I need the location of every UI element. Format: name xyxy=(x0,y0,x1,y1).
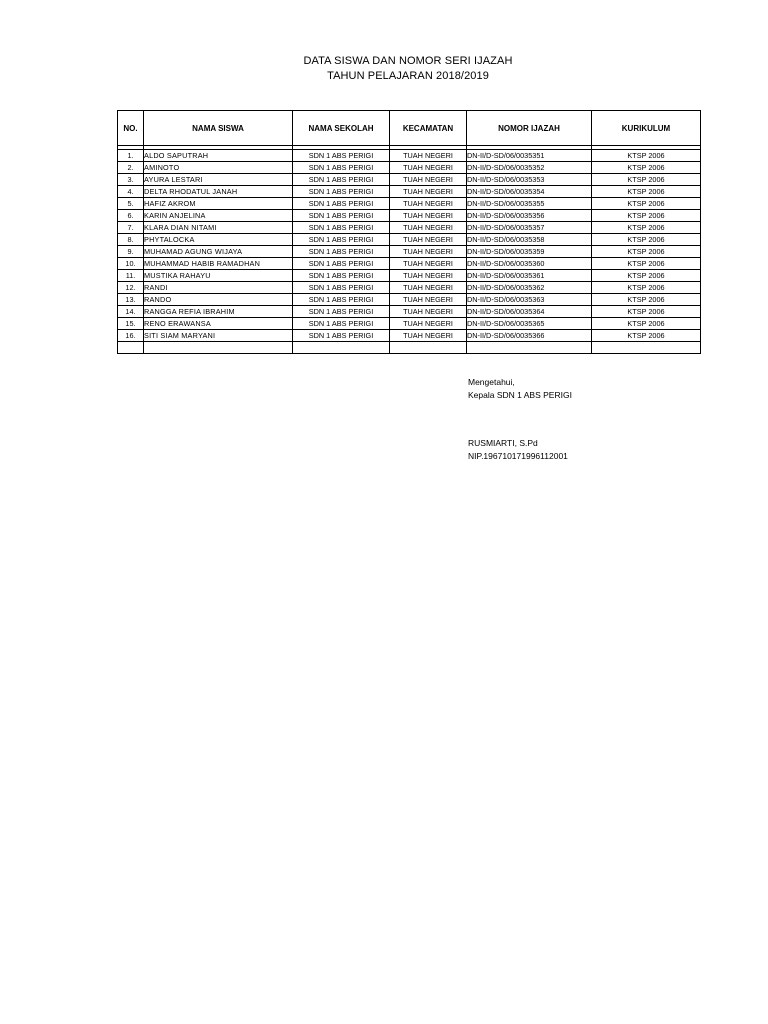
student-name-cell: AYURA LESTARI xyxy=(144,174,293,186)
table-row xyxy=(118,246,701,258)
student-name-cell: MUSTIKA RAHAYU xyxy=(144,270,293,282)
district-name-cell: TUAH NEGERI xyxy=(390,258,467,270)
row-number-cell: 9. xyxy=(118,246,144,258)
school-name-cell: SDN 1 ABS PERIGI xyxy=(293,270,390,282)
ijazah-number-cell: DN-II/D-SD/06/0035355 xyxy=(467,198,592,210)
ijazah-number-cell: DN-II/D-SD/06/0035360 xyxy=(467,258,592,270)
table-row xyxy=(118,150,701,162)
document-title: DATA SISWA DAN NOMOR SERI IJAZAH xyxy=(303,55,513,67)
curriculum-cell: KTSP 2006 xyxy=(592,306,701,318)
curriculum-cell: KTSP 2006 xyxy=(592,294,701,306)
table-cell xyxy=(293,342,390,354)
table-row xyxy=(118,198,701,210)
district-name-cell: TUAH NEGERI xyxy=(390,318,467,330)
row-number-cell: 5. xyxy=(118,198,144,210)
column-header-name: NAMA SISWA xyxy=(144,111,293,146)
student-name-cell: PHYTALOCKA xyxy=(144,234,293,246)
column-header-district: KECAMATAN xyxy=(390,111,467,146)
ijazah-number-cell: DN-II/D-SD/06/0035353 xyxy=(467,174,592,186)
student-name-cell: HAFIZ AKROM xyxy=(144,198,293,210)
row-number-cell: 6. xyxy=(118,210,144,222)
table-row xyxy=(118,270,701,282)
curriculum-cell: KTSP 2006 xyxy=(592,222,701,234)
table-row xyxy=(118,306,701,318)
row-number-cell: 13. xyxy=(118,294,144,306)
student-name-cell: SITI SIAM MARYANI xyxy=(144,330,293,342)
school-name-cell: SDN 1 ABS PERIGI xyxy=(293,150,390,162)
column-header-curriculum: KURIKULUM xyxy=(592,111,701,146)
table-cell xyxy=(144,342,293,354)
table-header-row xyxy=(118,111,701,146)
student-name-cell: KARIN ANJELINA xyxy=(144,210,293,222)
student-table xyxy=(117,110,701,354)
school-name-cell: SDN 1 ABS PERIGI xyxy=(293,330,390,342)
curriculum-cell: KTSP 2006 xyxy=(592,162,701,174)
table-row xyxy=(118,330,701,342)
ijazah-number-cell: DN-II/D-SD/06/0035364 xyxy=(467,306,592,318)
table-cell xyxy=(592,342,701,354)
ijazah-number-cell: DN-II/D-SD/06/0035357 xyxy=(467,222,592,234)
student-name-cell: RANGGA REFIA IBRAHIM xyxy=(144,306,293,318)
school-name-cell: SDN 1 ABS PERIGI xyxy=(293,294,390,306)
curriculum-cell: KTSP 2006 xyxy=(592,318,701,330)
school-name-cell: SDN 1 ABS PERIGI xyxy=(293,318,390,330)
curriculum-cell: KTSP 2006 xyxy=(592,282,701,294)
curriculum-cell: KTSP 2006 xyxy=(592,150,701,162)
student-name-cell: RENO ERAWANSA xyxy=(144,318,293,330)
curriculum-cell: KTSP 2006 xyxy=(592,210,701,222)
row-number-cell: 10. xyxy=(118,258,144,270)
student-name-cell: MUHAMMAD HABIB RAMADHAN xyxy=(144,258,293,270)
student-name-cell: AMINOTO xyxy=(144,162,293,174)
district-name-cell: TUAH NEGERI xyxy=(390,210,467,222)
signature-nip: NIP.196710171996112001 xyxy=(468,451,568,461)
ijazah-number-cell: DN-II/D-SD/06/0035366 xyxy=(467,330,592,342)
school-name-cell: SDN 1 ABS PERIGI xyxy=(293,246,390,258)
school-name-cell: SDN 1 ABS PERIGI xyxy=(293,222,390,234)
ijazah-number-cell: DN-II/D-SD/06/0035363 xyxy=(467,294,592,306)
row-number-cell: 8. xyxy=(118,234,144,246)
school-name-cell: SDN 1 ABS PERIGI xyxy=(293,306,390,318)
district-name-cell: TUAH NEGERI xyxy=(390,270,467,282)
curriculum-cell: KTSP 2006 xyxy=(592,330,701,342)
row-number-cell: 15. xyxy=(118,318,144,330)
ijazah-number-cell: DN-II/D-SD/06/0035365 xyxy=(467,318,592,330)
district-name-cell: TUAH NEGERI xyxy=(390,198,467,210)
district-name-cell: TUAH NEGERI xyxy=(390,282,467,294)
curriculum-cell: KTSP 2006 xyxy=(592,258,701,270)
student-name-cell: RANDI xyxy=(144,282,293,294)
signature-acknowledged: Mengetahui, xyxy=(468,377,515,387)
curriculum-cell: KTSP 2006 xyxy=(592,270,701,282)
school-name-cell: SDN 1 ABS PERIGI xyxy=(293,186,390,198)
column-header-school: NAMA SEKOLAH xyxy=(293,111,390,146)
student-name-cell: KLARA DIAN NITAMI xyxy=(144,222,293,234)
district-name-cell: TUAH NEGERI xyxy=(390,306,467,318)
ijazah-number-cell: DN-II/D-SD/06/0035358 xyxy=(467,234,592,246)
table-row xyxy=(118,258,701,270)
table-row xyxy=(118,294,701,306)
table-row xyxy=(118,162,701,174)
curriculum-cell: KTSP 2006 xyxy=(592,198,701,210)
district-name-cell: TUAH NEGERI xyxy=(390,246,467,258)
ijazah-number-cell: DN-II/D-SD/06/0035359 xyxy=(467,246,592,258)
row-number-cell: 11. xyxy=(118,270,144,282)
table-body xyxy=(118,146,701,354)
table-cell xyxy=(118,342,144,354)
table-row xyxy=(118,234,701,246)
ijazah-number-cell: DN-II/D-SD/06/0035362 xyxy=(467,282,592,294)
row-number-cell: 4. xyxy=(118,186,144,198)
district-name-cell: TUAH NEGERI xyxy=(390,294,467,306)
table-cell xyxy=(390,342,467,354)
student-name-cell: RANDO xyxy=(144,294,293,306)
school-name-cell: SDN 1 ABS PERIGI xyxy=(293,282,390,294)
row-number-cell: 12. xyxy=(118,282,144,294)
curriculum-cell: KTSP 2006 xyxy=(592,174,701,186)
row-number-cell: 14. xyxy=(118,306,144,318)
table-row xyxy=(118,210,701,222)
student-name-cell: ALDO SAPUTRAH xyxy=(144,150,293,162)
table-cell xyxy=(467,342,592,354)
table-empty-row xyxy=(118,342,701,354)
curriculum-cell: KTSP 2006 xyxy=(592,246,701,258)
curriculum-cell: KTSP 2006 xyxy=(592,186,701,198)
table-row xyxy=(118,282,701,294)
document-subtitle: TAHUN PELAJARAN 2018/2019 xyxy=(327,70,489,82)
ijazah-number-cell: DN-II/D-SD/06/0035352 xyxy=(467,162,592,174)
curriculum-cell: KTSP 2006 xyxy=(592,234,701,246)
district-name-cell: TUAH NEGERI xyxy=(390,162,467,174)
table-row xyxy=(118,186,701,198)
row-number-cell: 7. xyxy=(118,222,144,234)
school-name-cell: SDN 1 ABS PERIGI xyxy=(293,174,390,186)
row-number-cell: 16. xyxy=(118,330,144,342)
school-name-cell: SDN 1 ABS PERIGI xyxy=(293,210,390,222)
column-header-ijazah: NOMOR IJAZAH xyxy=(467,111,592,146)
school-name-cell: SDN 1 ABS PERIGI xyxy=(293,234,390,246)
row-number-cell: 3. xyxy=(118,174,144,186)
column-header-no: NO. xyxy=(118,111,144,146)
signature-position: Kepala SDN 1 ABS PERIGI xyxy=(468,390,572,400)
district-name-cell: TUAH NEGERI xyxy=(390,150,467,162)
ijazah-number-cell: DN-II/D-SD/06/0035351 xyxy=(467,150,592,162)
table-row xyxy=(118,318,701,330)
signature-name: RUSMIARTI, S.Pd xyxy=(468,438,538,448)
table-row xyxy=(118,222,701,234)
school-name-cell: SDN 1 ABS PERIGI xyxy=(293,162,390,174)
student-name-cell: DELTA RHODATUL JANAH xyxy=(144,186,293,198)
district-name-cell: TUAH NEGERI xyxy=(390,222,467,234)
ijazah-number-cell: DN-II/D-SD/06/0035356 xyxy=(467,210,592,222)
ijazah-number-cell: DN-II/D-SD/06/0035354 xyxy=(467,186,592,198)
table-row xyxy=(118,174,701,186)
ijazah-number-cell: DN-II/D-SD/06/0035361 xyxy=(467,270,592,282)
school-name-cell: SDN 1 ABS PERIGI xyxy=(293,258,390,270)
district-name-cell: TUAH NEGERI xyxy=(390,174,467,186)
row-number-cell: 2. xyxy=(118,162,144,174)
district-name-cell: TUAH NEGERI xyxy=(390,330,467,342)
student-name-cell: MUHAMAD AGUNG WIJAYA xyxy=(144,246,293,258)
row-number-cell: 1. xyxy=(118,150,144,162)
school-name-cell: SDN 1 ABS PERIGI xyxy=(293,198,390,210)
district-name-cell: TUAH NEGERI xyxy=(390,186,467,198)
district-name-cell: TUAH NEGERI xyxy=(390,234,467,246)
